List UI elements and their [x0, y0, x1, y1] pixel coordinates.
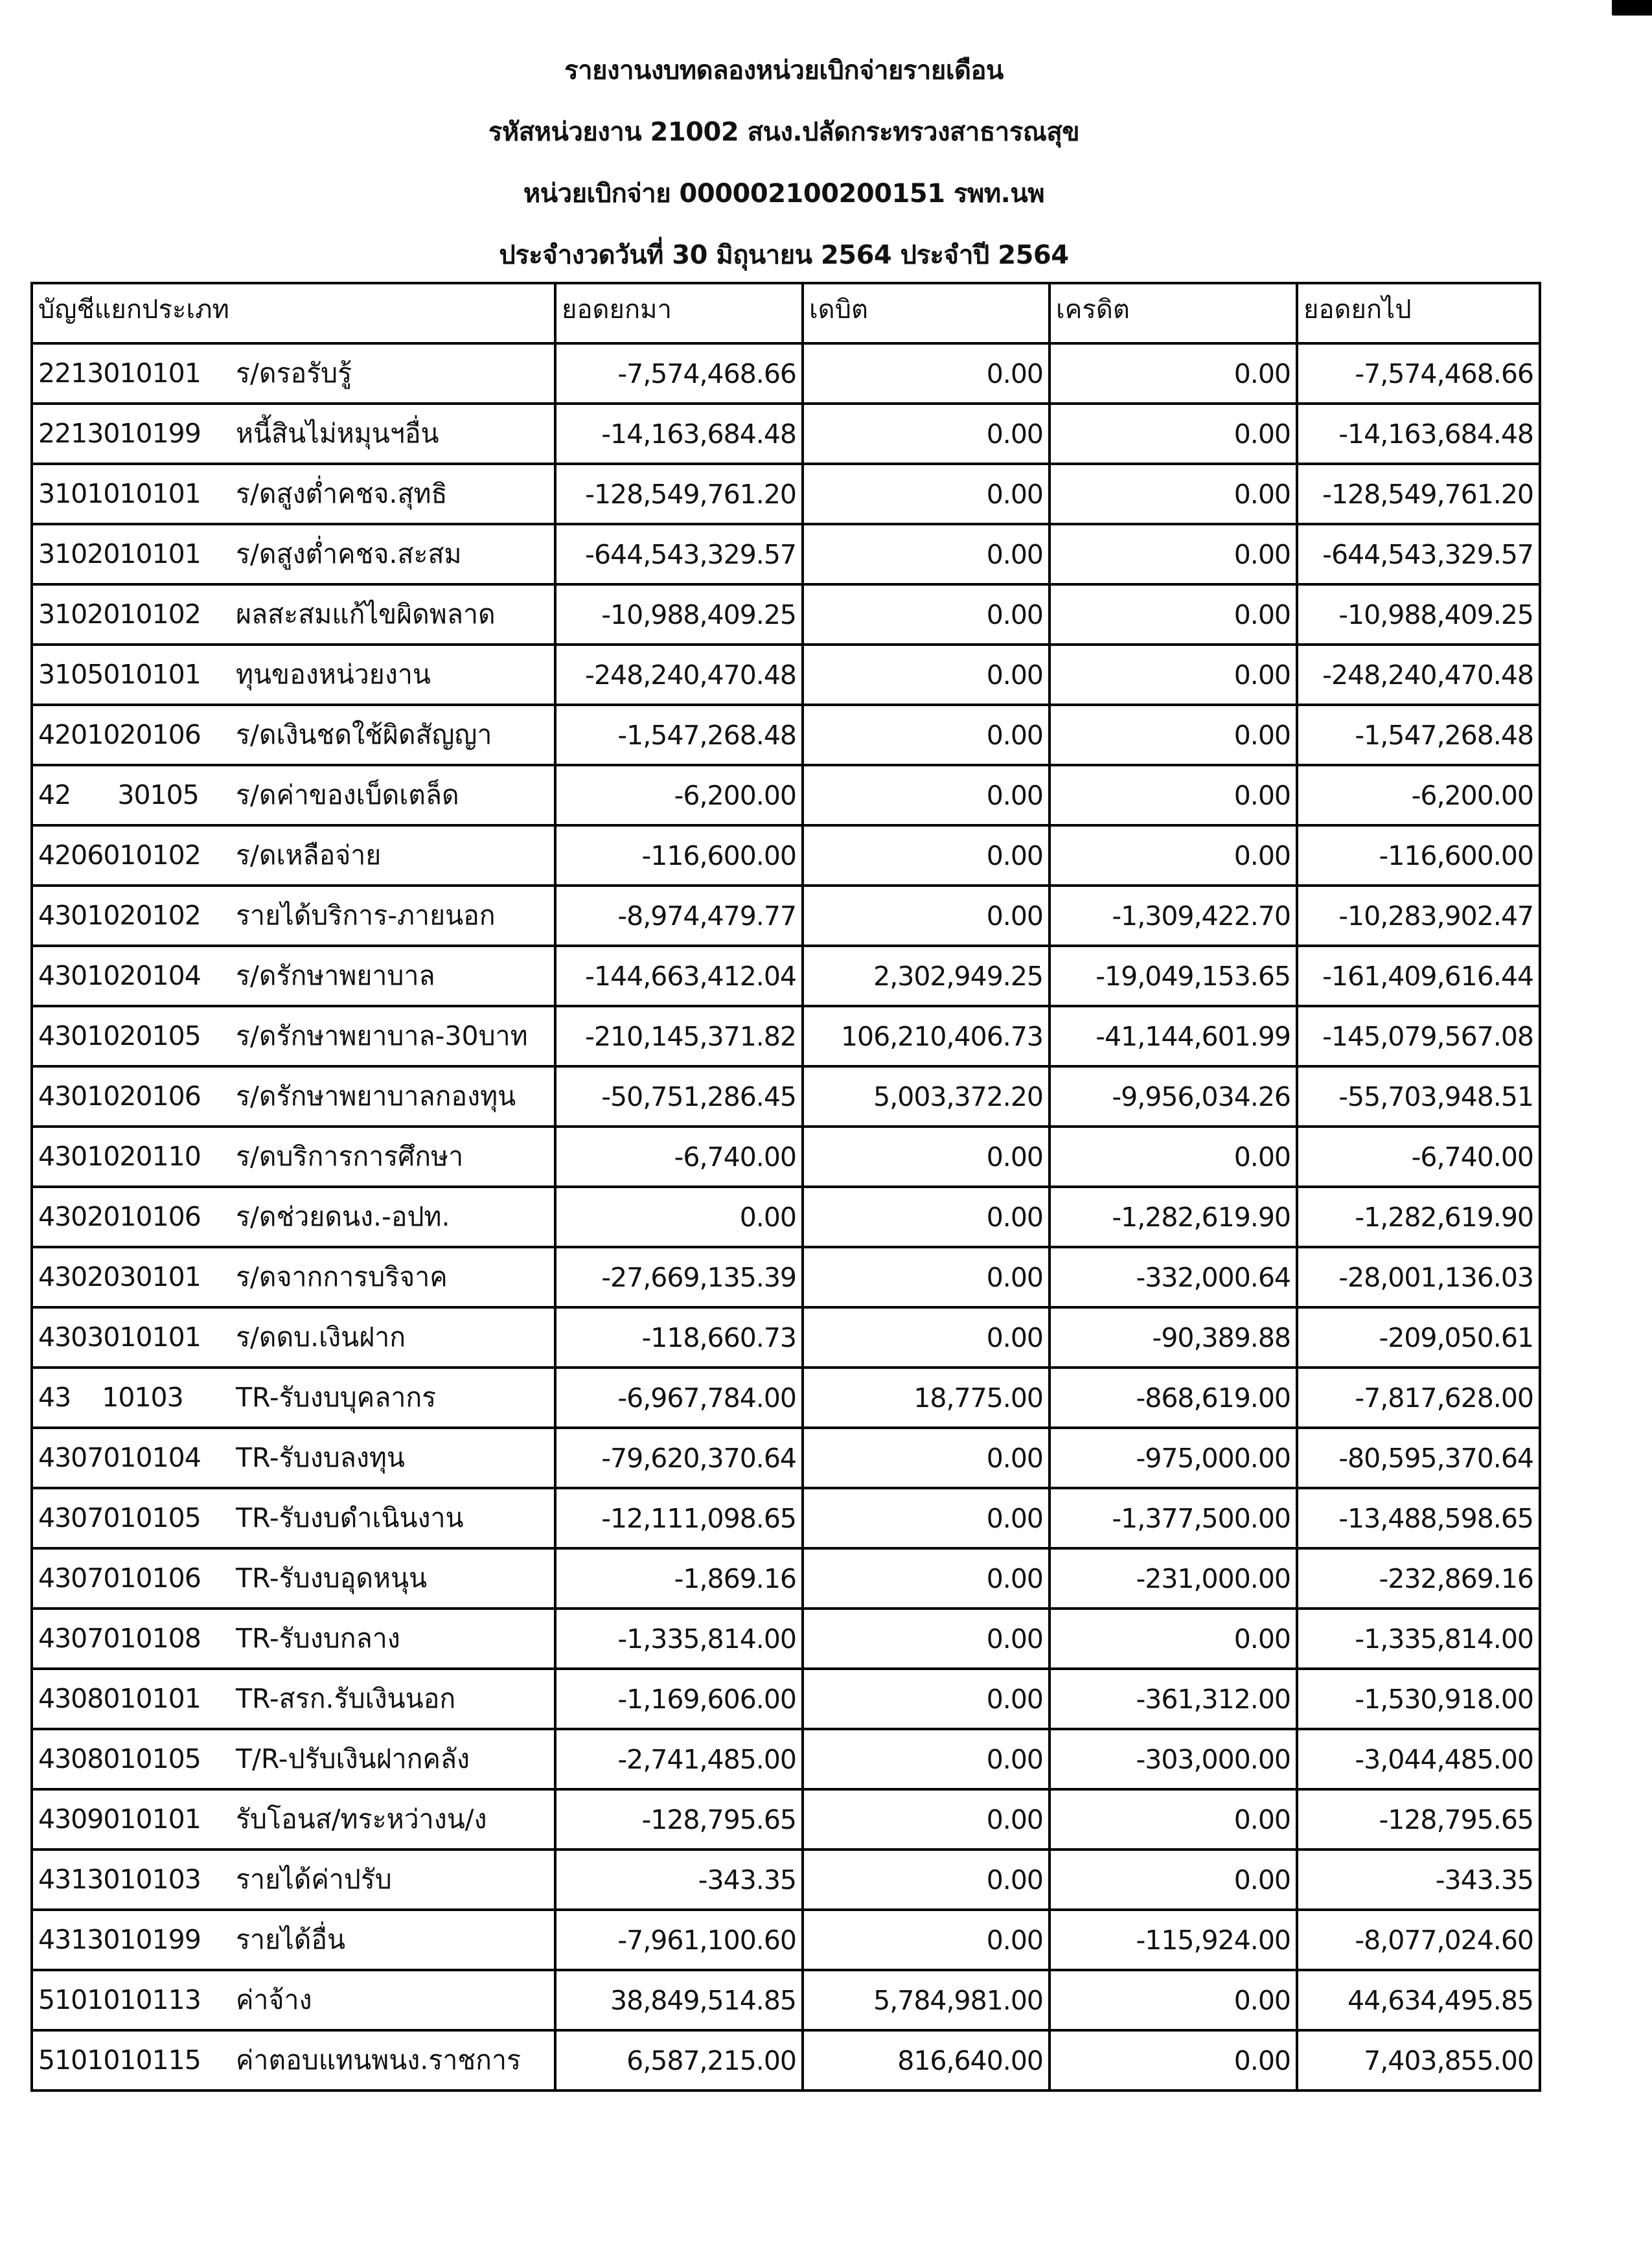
account-name: รายได้บริการ-ภายนอก	[236, 900, 496, 931]
table-row	[32, 404, 1540, 464]
table-row	[32, 1127, 1540, 1187]
carried-forward-cell: -1,530,918.00	[1297, 1669, 1540, 1729]
credit-cell: -303,000.00	[1050, 1729, 1297, 1789]
account-cell	[32, 1850, 555, 1910]
account-code: 4301020102	[38, 900, 201, 931]
account-name: ร/ดรักษาพยาบาลกองทุน	[236, 1081, 516, 1112]
account-name: TR-สรก.รับเงินนอก	[236, 1683, 456, 1714]
account-code: 4201020106	[38, 719, 201, 750]
carried-forward-cell: -7,574,468.66	[1297, 343, 1540, 404]
debit-cell: 816,640.00	[803, 2030, 1050, 2090]
table-row	[32, 946, 1540, 1006]
scan-corner-mark	[1612, 0, 1652, 16]
debit-cell: 2,302,949.25	[803, 946, 1050, 1006]
table-row	[32, 1368, 1540, 1428]
trial-balance-table	[30, 282, 1541, 2092]
account-name: ร/ดรักษาพยาบาล-30บาท	[236, 1020, 528, 1051]
account-cell	[32, 645, 555, 705]
brought-forward-cell: -14,163,684.48	[555, 404, 803, 464]
account-name: ร/ดบริการการศึกษา	[236, 1141, 464, 1172]
debit-cell: 0.00	[803, 584, 1050, 645]
credit-cell: 0.00	[1050, 765, 1297, 825]
account-name: ผลสะสมแก้ไขผิดพลาด	[236, 599, 496, 630]
credit-cell: -1,309,422.70	[1050, 886, 1297, 946]
account-name: TR-รับงบบุคลากร	[236, 1382, 437, 1413]
brought-forward-cell: -1,169,606.00	[555, 1669, 803, 1729]
debit-cell: 0.00	[803, 524, 1050, 584]
table-row	[32, 584, 1540, 645]
credit-cell: 0.00	[1050, 464, 1297, 524]
brought-forward-cell: 6,587,215.00	[555, 2030, 803, 2090]
brought-forward-cell: -7,961,100.60	[555, 1910, 803, 1970]
carried-forward-cell: -343.35	[1297, 1850, 1540, 1910]
credit-cell: 0.00	[1050, 1789, 1297, 1850]
account-code: 4301020105	[38, 1020, 201, 1051]
account-cell	[32, 1548, 555, 1609]
debit-cell: 0.00	[803, 1428, 1050, 1488]
debit-cell: 18,775.00	[803, 1368, 1050, 1428]
debit-cell: 0.00	[803, 404, 1050, 464]
credit-cell: 0.00	[1050, 1850, 1297, 1910]
debit-cell: 0.00	[803, 1548, 1050, 1609]
table-row	[32, 1970, 1540, 2030]
account-code: 4206010102	[38, 840, 201, 871]
credit-cell: -868,619.00	[1050, 1368, 1297, 1428]
account-name: ร/ดดบ.เงินฝาก	[236, 1322, 406, 1353]
account-cell	[32, 1187, 555, 1247]
credit-cell: -975,000.00	[1050, 1428, 1297, 1488]
account-name: ร/ดเหลือจ่าย	[236, 840, 382, 871]
table-row	[32, 825, 1540, 886]
brought-forward-cell: -644,543,329.57	[555, 524, 803, 584]
carried-forward-cell: -6,200.00	[1297, 765, 1540, 825]
account-name: TR-รับงบลงทุน	[236, 1442, 405, 1473]
brought-forward-cell: -8,974,479.77	[555, 886, 803, 946]
carried-forward-cell: -10,988,409.25	[1297, 584, 1540, 645]
account-code: 43 10103	[38, 1382, 183, 1413]
carried-forward-cell: -28,001,136.03	[1297, 1247, 1540, 1307]
brought-forward-cell: -10,988,409.25	[555, 584, 803, 645]
credit-cell: 0.00	[1050, 2030, 1297, 2090]
account-code: 4303010101	[38, 1322, 201, 1353]
account-name: ค่าตอบแทนพนง.ราชการ	[236, 2045, 522, 2076]
account-code: 3105010101	[38, 659, 201, 690]
debit-cell: 0.00	[803, 645, 1050, 705]
debit-cell: 0.00	[803, 705, 1050, 765]
column-header-account: บัญชีแยกประเภท	[32, 283, 555, 343]
debit-cell: 0.00	[803, 1307, 1050, 1368]
account-cell	[32, 343, 555, 404]
debit-cell: 0.00	[803, 765, 1050, 825]
account-cell	[32, 1066, 555, 1127]
account-cell	[32, 1729, 555, 1789]
table-row	[32, 1307, 1540, 1368]
account-name: ร/ดจากการบริจาค	[236, 1261, 448, 1292]
account-code: 4307010106	[38, 1563, 201, 1594]
account-cell	[32, 705, 555, 765]
account-cell	[32, 2030, 555, 2090]
carried-forward-cell: -6,740.00	[1297, 1127, 1540, 1187]
credit-cell: 0.00	[1050, 1970, 1297, 2030]
account-cell	[32, 1789, 555, 1850]
table-row	[32, 464, 1540, 524]
carried-forward-cell: -128,795.65	[1297, 1789, 1540, 1850]
brought-forward-cell: 0.00	[555, 1187, 803, 1247]
credit-cell: 0.00	[1050, 404, 1297, 464]
debit-cell: 0.00	[803, 825, 1050, 886]
credit-cell: 0.00	[1050, 1609, 1297, 1669]
brought-forward-cell: -7,574,468.66	[555, 343, 803, 404]
account-code: 4307010104	[38, 1442, 201, 1473]
account-name: T/R-ปรับเงินฝากคลัง	[236, 1743, 470, 1774]
report-header	[0, 40, 1568, 286]
account-cell	[32, 765, 555, 825]
debit-cell: 0.00	[803, 1850, 1050, 1910]
table-row	[32, 765, 1540, 825]
account-code: 2213010199	[38, 418, 201, 449]
account-code: 3101010101	[38, 478, 201, 509]
carried-forward-cell: 7,403,855.00	[1297, 2030, 1540, 2090]
table-body	[32, 343, 1540, 2090]
brought-forward-cell: -116,600.00	[555, 825, 803, 886]
account-name: รับโอนส/ทระหว่างน/ง	[236, 1804, 487, 1835]
account-name: ร/ดเงินชดใช้ผิดสัญญา	[236, 719, 492, 750]
account-cell	[32, 584, 555, 645]
account-code: 4302010106	[38, 1201, 201, 1232]
account-code: 5101010115	[38, 2045, 201, 2076]
carried-forward-cell: -7,817,628.00	[1297, 1368, 1540, 1428]
debit-cell: 0.00	[803, 886, 1050, 946]
account-code: 4301020104	[38, 960, 201, 991]
account-cell	[32, 1488, 555, 1548]
account-code: 4313010199	[38, 1924, 201, 1955]
account-code: 3102010101	[38, 538, 201, 569]
credit-cell: 0.00	[1050, 584, 1297, 645]
debit-cell: 0.00	[803, 1247, 1050, 1307]
account-cell	[32, 464, 555, 524]
account-cell	[32, 1127, 555, 1187]
account-code: 4301020110	[38, 1141, 201, 1172]
credit-cell: -41,144,601.99	[1050, 1006, 1297, 1066]
column-header-credit: เครดิต	[1050, 283, 1297, 343]
account-cell	[32, 1368, 555, 1428]
table-row	[32, 1729, 1540, 1789]
carried-forward-cell: -14,163,684.48	[1297, 404, 1540, 464]
credit-cell: 0.00	[1050, 705, 1297, 765]
credit-cell: 0.00	[1050, 1127, 1297, 1187]
table-row	[32, 645, 1540, 705]
account-name: รายได้ค่าปรับ	[236, 1864, 392, 1895]
table-row	[32, 343, 1540, 404]
table-row	[32, 886, 1540, 946]
credit-cell: -332,000.64	[1050, 1247, 1297, 1307]
carried-forward-cell: -8,077,024.60	[1297, 1910, 1540, 1970]
account-cell	[32, 825, 555, 886]
brought-forward-cell: -1,547,268.48	[555, 705, 803, 765]
brought-forward-cell: -12,111,098.65	[555, 1488, 803, 1548]
carried-forward-cell: -128,549,761.20	[1297, 464, 1540, 524]
credit-cell: -90,389.88	[1050, 1307, 1297, 1368]
table-row	[32, 1789, 1540, 1850]
column-header-debit: เดบิต	[803, 283, 1050, 343]
account-cell	[32, 1669, 555, 1729]
credit-cell: -1,282,619.90	[1050, 1187, 1297, 1247]
carried-forward-cell: -1,547,268.48	[1297, 705, 1540, 765]
account-code: 4308010105	[38, 1743, 201, 1774]
account-cell	[32, 1970, 555, 2030]
account-code: 4302030101	[38, 1261, 201, 1292]
carried-forward-cell: -1,335,814.00	[1297, 1609, 1540, 1669]
table-row	[32, 2030, 1540, 2090]
brought-forward-cell: -79,620,370.64	[555, 1428, 803, 1488]
account-cell	[32, 1428, 555, 1488]
account-name: รายได้อื่น	[236, 1924, 345, 1955]
brought-forward-cell: -128,549,761.20	[555, 464, 803, 524]
account-code: 4301020106	[38, 1081, 201, 1112]
debit-cell: 0.00	[803, 1669, 1050, 1729]
account-code: 4307010108	[38, 1623, 201, 1654]
table-row	[32, 1006, 1540, 1066]
account-cell	[32, 1006, 555, 1066]
credit-cell: -361,312.00	[1050, 1669, 1297, 1729]
account-name: ร/ดช่วยดนง.-อปท.	[236, 1201, 450, 1232]
table-row	[32, 1247, 1540, 1307]
account-name: ร/ดรอรับรู้	[236, 358, 352, 389]
credit-cell: -9,956,034.26	[1050, 1066, 1297, 1127]
account-code: 4309010101	[38, 1804, 201, 1835]
carried-forward-cell: -3,044,485.00	[1297, 1729, 1540, 1789]
table-row	[32, 705, 1540, 765]
table-row	[32, 1428, 1540, 1488]
carried-forward-cell: -10,283,902.47	[1297, 886, 1540, 946]
carried-forward-cell: 44,634,495.85	[1297, 1970, 1540, 2030]
credit-cell: 0.00	[1050, 524, 1297, 584]
carried-forward-cell: -644,543,329.57	[1297, 524, 1540, 584]
brought-forward-cell: -1,869.16	[555, 1548, 803, 1609]
debit-cell: 0.00	[803, 1488, 1050, 1548]
debit-cell: 0.00	[803, 1789, 1050, 1850]
column-header-carried-forward: ยอดยกไป	[1297, 283, 1540, 343]
brought-forward-cell: -343.35	[555, 1850, 803, 1910]
table-row	[32, 1187, 1540, 1247]
account-name: ค่าจ้าง	[236, 1984, 312, 2015]
account-name: ร/ดสูงต่ำคชจ.สุทธิ	[236, 478, 448, 509]
table-row	[32, 1548, 1540, 1609]
credit-cell: -115,924.00	[1050, 1910, 1297, 1970]
column-header-brought-forward: ยอดยกมา	[555, 283, 803, 343]
credit-cell: 0.00	[1050, 825, 1297, 886]
brought-forward-cell: -144,663,412.04	[555, 946, 803, 1006]
brought-forward-cell: 38,849,514.85	[555, 1970, 803, 2030]
account-code: 4313010103	[38, 1864, 201, 1895]
report-title: รายงานงบทดลองหน่วยเบิกจ่ายรายเดือน	[564, 56, 1004, 86]
debit-cell: 0.00	[803, 343, 1050, 404]
brought-forward-cell: -50,751,286.45	[555, 1066, 803, 1127]
carried-forward-cell: -13,488,598.65	[1297, 1488, 1540, 1548]
debit-cell: 0.00	[803, 1910, 1050, 1970]
account-code: 42 30105	[38, 779, 199, 810]
credit-cell: 0.00	[1050, 343, 1297, 404]
carried-forward-cell: -248,240,470.48	[1297, 645, 1540, 705]
account-name: ร/ดรักษาพยาบาล	[236, 960, 435, 991]
brought-forward-cell: -2,741,485.00	[555, 1729, 803, 1789]
carried-forward-cell: -145,079,567.08	[1297, 1006, 1540, 1066]
debit-cell: 5,003,372.20	[803, 1066, 1050, 1127]
brought-forward-cell: -6,200.00	[555, 765, 803, 825]
agency-code-line: รหัสหน่วยงาน 21002 สนง.ปลัดกระทรวงสาธารณสุข	[488, 117, 1080, 147]
credit-cell: 0.00	[1050, 645, 1297, 705]
debit-cell: 0.00	[803, 1729, 1050, 1789]
account-cell	[32, 1307, 555, 1368]
brought-forward-cell: -27,669,135.39	[555, 1247, 803, 1307]
brought-forward-cell: -210,145,371.82	[555, 1006, 803, 1066]
report-period-line: ประจำงวดวันที่ 30 มิถุนายน 2564 ประจำปี 2564	[499, 240, 1069, 270]
carried-forward-cell: -80,595,370.64	[1297, 1428, 1540, 1488]
account-name: TR-รับงบดำเนินงาน	[236, 1502, 464, 1533]
account-code: 4307010105	[38, 1502, 201, 1533]
table-row	[32, 1609, 1540, 1669]
credit-cell: -19,049,153.65	[1050, 946, 1297, 1006]
debit-cell: 0.00	[803, 1187, 1050, 1247]
debit-cell: 5,784,981.00	[803, 1970, 1050, 2030]
carried-forward-cell: -1,282,619.90	[1297, 1187, 1540, 1247]
account-name: ทุนของหน่วยงาน	[236, 659, 431, 690]
table-row	[32, 524, 1540, 584]
carried-forward-cell: -209,050.61	[1297, 1307, 1540, 1368]
account-cell	[32, 404, 555, 464]
account-name: TR-รับงบกลาง	[236, 1623, 400, 1654]
carried-forward-cell: -161,409,616.44	[1297, 946, 1540, 1006]
account-code: 3102010102	[38, 599, 201, 630]
brought-forward-cell: -118,660.73	[555, 1307, 803, 1368]
brought-forward-cell: -1,335,814.00	[555, 1609, 803, 1669]
brought-forward-cell: -6,967,784.00	[555, 1368, 803, 1428]
table-row	[32, 1669, 1540, 1729]
account-name: ร/ดค่าของเบ็ดเตล็ด	[236, 779, 459, 810]
account-code: 4308010101	[38, 1683, 201, 1714]
account-cell	[32, 886, 555, 946]
account-code: 5101010113	[38, 1984, 201, 2015]
account-cell	[32, 1910, 555, 1970]
carried-forward-cell: -55,703,948.51	[1297, 1066, 1540, 1127]
account-code: 2213010101	[38, 358, 201, 389]
debit-cell: 0.00	[803, 1609, 1050, 1669]
brought-forward-cell: -128,795.65	[555, 1789, 803, 1850]
debit-cell: 106,210,406.73	[803, 1006, 1050, 1066]
table-row	[32, 1488, 1540, 1548]
account-cell	[32, 1609, 555, 1669]
debit-cell: 0.00	[803, 1127, 1050, 1187]
credit-cell: -231,000.00	[1050, 1548, 1297, 1609]
account-name: TR-รับงบอุดหนุน	[236, 1563, 428, 1594]
account-cell	[32, 1247, 555, 1307]
table-row	[32, 1910, 1540, 1970]
disbursement-unit-line: หน่วยเบิกจ่าย 000002100200151 รพท.นพ	[523, 179, 1045, 209]
table-row	[32, 1850, 1540, 1910]
carried-forward-cell: -232,869.16	[1297, 1548, 1540, 1609]
brought-forward-cell: -248,240,470.48	[555, 645, 803, 705]
table-header-row	[32, 283, 1540, 343]
account-cell	[32, 524, 555, 584]
credit-cell: -1,377,500.00	[1050, 1488, 1297, 1548]
debit-cell: 0.00	[803, 464, 1050, 524]
account-cell	[32, 946, 555, 1006]
account-name: ร/ดสูงต่ำคชจ.สะสม	[236, 538, 462, 569]
table-row	[32, 1066, 1540, 1127]
carried-forward-cell: -116,600.00	[1297, 825, 1540, 886]
account-name: หนี้สินไม่หมุนฯอื่น	[236, 418, 439, 449]
brought-forward-cell: -6,740.00	[555, 1127, 803, 1187]
